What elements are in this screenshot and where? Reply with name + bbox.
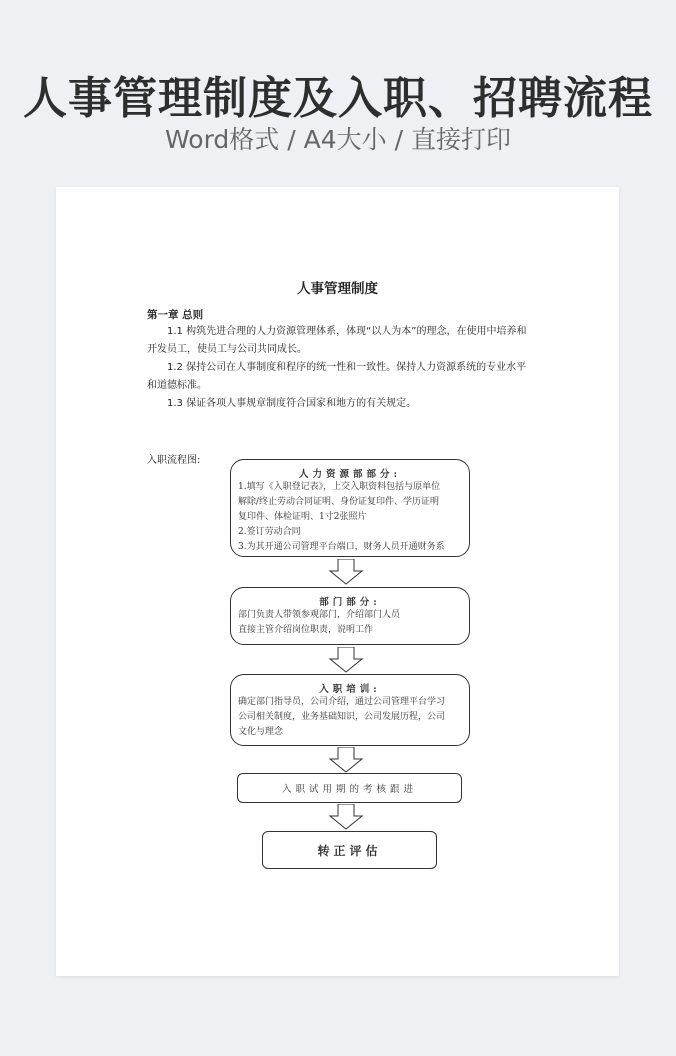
flow-hr-line: 复印件、体检证明、1寸2张照片 xyxy=(238,512,367,522)
document-page xyxy=(56,187,619,976)
flow-hr-title: 人力资源部部分: xyxy=(298,469,401,480)
document-title: 人事管理制度 xyxy=(297,281,378,297)
down-arrow-icon xyxy=(326,559,366,585)
flow-training-box xyxy=(230,674,470,746)
flow-training-line: 确定部门指导员，公司介绍，通过公司管理平台学习 xyxy=(238,697,446,707)
down-arrow-icon xyxy=(326,647,366,673)
down-arrow-icon xyxy=(326,804,366,830)
down-arrow-icon xyxy=(326,747,366,773)
flow-probation-box xyxy=(237,773,462,803)
flow-hr-line: 解除/终止劳动合同证明、身份证复印件、学历证明 xyxy=(238,497,440,507)
flow-regular-box xyxy=(262,831,437,869)
hero-title: 人事管理制度及入职、招聘流程 xyxy=(23,73,653,124)
flow-hr-line: 1.填写《入职登记表》，上交入职资料包括与原单位 xyxy=(238,482,441,492)
chapter-heading: 第一章 总则 xyxy=(147,309,204,321)
flow-hr-line: 2.签订劳动合同 xyxy=(238,527,301,537)
flow-probation-label: 入职试用期的考核跟进 xyxy=(281,784,417,795)
flow-training-line: 公司相关制度，业务基础知识，公司发展历程，公司 xyxy=(238,712,446,722)
flow-training-title: 入职培训: xyxy=(319,684,381,695)
flow-dept-title: 部门部分: xyxy=(319,597,381,608)
flow-hr-line: 3.为其开通公司管理平台端口，财务人员开通财务系 xyxy=(238,542,445,552)
flow-dept-line: 部门负责人带领参观部门，介绍部门人员 xyxy=(238,610,401,620)
hero-subtitle: Word格式 / A4大小 / 直接打印 xyxy=(165,125,511,154)
flow-training-line: 文化与理念 xyxy=(238,727,284,737)
clause-1-2: 1.2 保持公司在人事制度和程序的统一性和一致性。保持人力资源系统的专业水平和道德标准。 xyxy=(147,362,527,391)
flow-hr-box xyxy=(230,459,470,557)
flow-dept-line: 直接主管介绍岗位职责，说明工作 xyxy=(238,625,374,635)
clause-1-1: 1.1 构筑先进合理的人力资源管理体系，体现“以人为本”的理念，在使用中培养和开发员工，使员工与公司共同成长。 xyxy=(147,326,527,355)
flowchart-label: 入职流程图: xyxy=(147,455,201,466)
flow-regular-label: 转正评估 xyxy=(317,843,382,858)
flow-dept-box xyxy=(230,587,470,645)
clause-1-3: 1.3 保证各项人事规章制度符合国家和地方的有关规定。 xyxy=(167,398,417,409)
